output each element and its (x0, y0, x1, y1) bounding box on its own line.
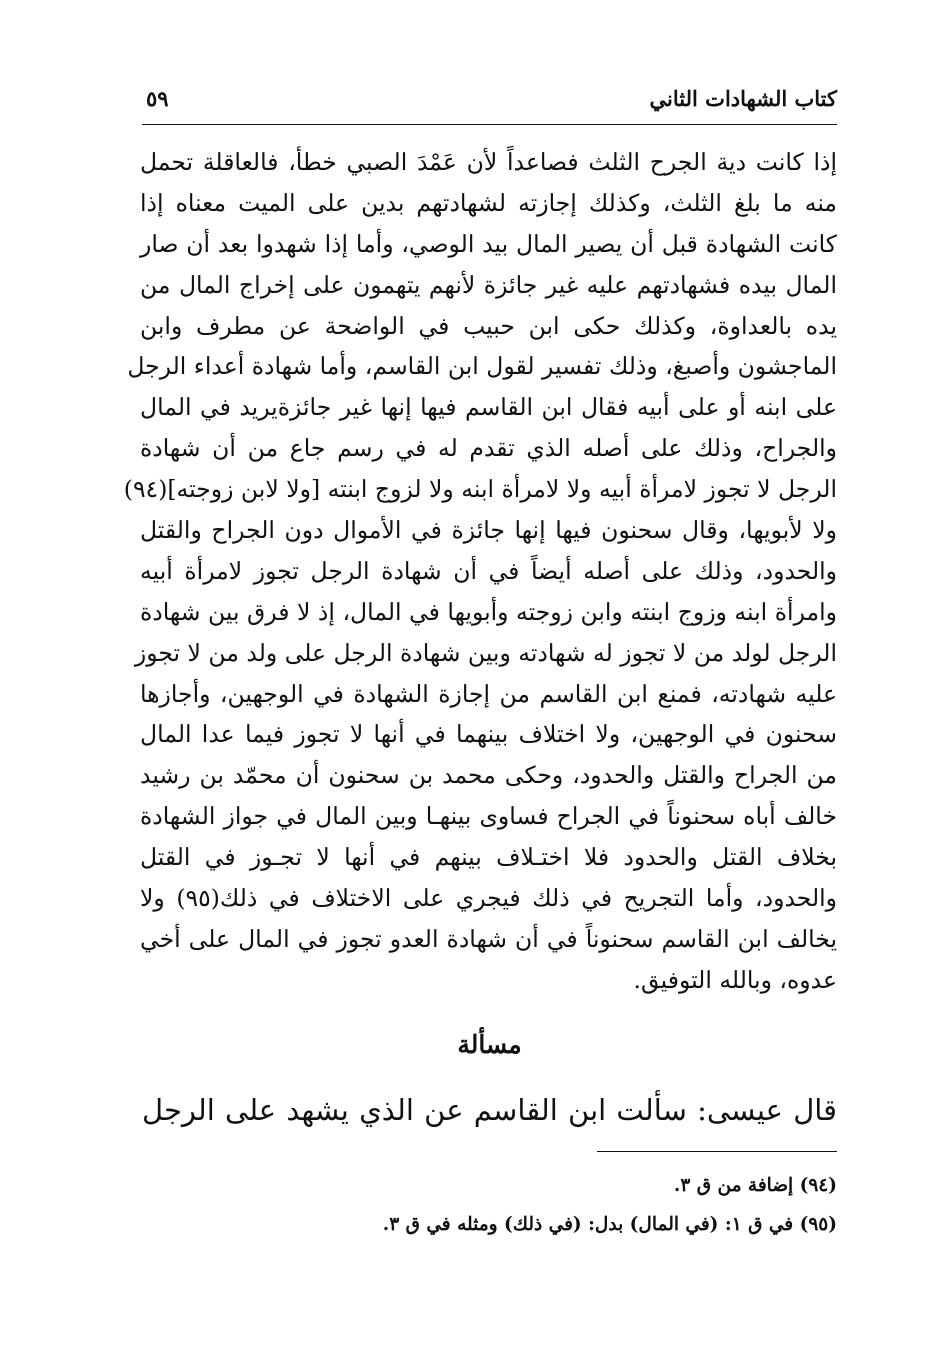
body-line: المال بيده فشهادتهم عليه غير جائزة لأنهم يتهمون على إخراج المال من (140, 270, 837, 299)
section-lead-line: قال عيسى: سألت ابن القاسم عن الذي يشهد على الرجل (142, 1093, 837, 1127)
section-heading: مسألة (457, 1030, 522, 1059)
body-line: خالف أباه سحنوناً في الجراح فساوى بينهـا وبين المال في جواز الشهادة (140, 802, 837, 831)
body-line: منه ما بلغ الثلث، وكذلك إجازته لشهادتهم بدين على الميت معناه إذا (140, 188, 837, 217)
body-line: الرجل لولد من لا تجوز له شهادته وبين شهادة الرجل على ولد من لا تجوز (134, 638, 837, 667)
body-line: ولا لأبويها، وقال سحنون فيها إنها جائزة في الأموال دون الجراح والقتل (140, 516, 837, 545)
body-line: الرجل لا تجوز لامرأة أبيه ولا لامرأة ابنه ولا لزوج ابنته [ولا لابن زوجته](٩٤) (123, 475, 837, 504)
body-line: والجراح، وذلك على أصله الذي تقدم له في رسم جاع من أن شهادة (140, 434, 837, 463)
page-number: ٥٩ (146, 86, 169, 111)
body-line: يده بالعداوة، وكذلك حكى ابن حبيب في الواضحة عن مطرف وابن (140, 311, 837, 340)
body-line: يخالف ابن القاسم سحنوناً في أن شهادة العدو تجوز في المال على أخي (140, 924, 837, 953)
book-title: كتاب الشهادات الثاني (649, 86, 837, 111)
body-line: الماجشون وأصبغ، وذلك تفسير لقول ابن القاسم، وأما شهادة أعداء الرجل (127, 352, 837, 381)
body-line: كانت الشهادة قبل أن يصير المال بيد الوصي، وأما إذا شهدوا بعد أن صار (140, 229, 837, 258)
body-line: والحدود، وذلك على أصله أيضاً في أن شهادة الرجل تجوز لامرأة أبيه (140, 556, 837, 585)
body-line: عليه شهادته، فمنع ابن القاسم من إجازة الشهادة في الوجهين، وأجازها (140, 679, 837, 708)
body-line: وامرأة ابنه وزوج ابنته وابن زوجته وأبويها في المال، إذ لا فرق بين شهادة (140, 597, 837, 626)
running-header (142, 84, 837, 120)
body-line: على ابنه أو على أبيه فقال ابن القاسم فيها إنها غير جائزةيريد في المال (140, 393, 837, 422)
body-line: عدوه، وبالله التوفيق. (633, 965, 837, 994)
body-line: بخلاف القتل والحدود فلا اختـلاف بينهم في أنها لا تجـوز في القتل (140, 843, 837, 872)
body-text (123, 142, 837, 1001)
footnotes (142, 1166, 837, 1244)
header-rule (142, 124, 837, 125)
body-line: من الجراح والقتل والحدود، وحكى محمد بن سحنون أن محمّد بن رشيد (140, 761, 837, 790)
footnote: (٩٤) إضافة من ق ٣. (673, 1175, 837, 1196)
footnote-rule (597, 1151, 837, 1152)
body-line: إذا كانت دية الجرح الثلث فصاعداً لأن عَمْدَ الصبي خطأ، فالعاقلة تحمل (140, 148, 837, 176)
footnote: (٩٥) في ق ١: (في المال) بدل: (في ذلك) ومثله في ق ٣. (382, 1214, 837, 1235)
body-line: والحدود، وأما التجريح في ذلك فيجري على الاختلاف في ذلك(٩٥) ولا (140, 884, 837, 913)
body-line: سحنون في الوجهين، ولا اختلاف بينهما في أنها لا تجوز فيما عدا المال (140, 720, 837, 749)
